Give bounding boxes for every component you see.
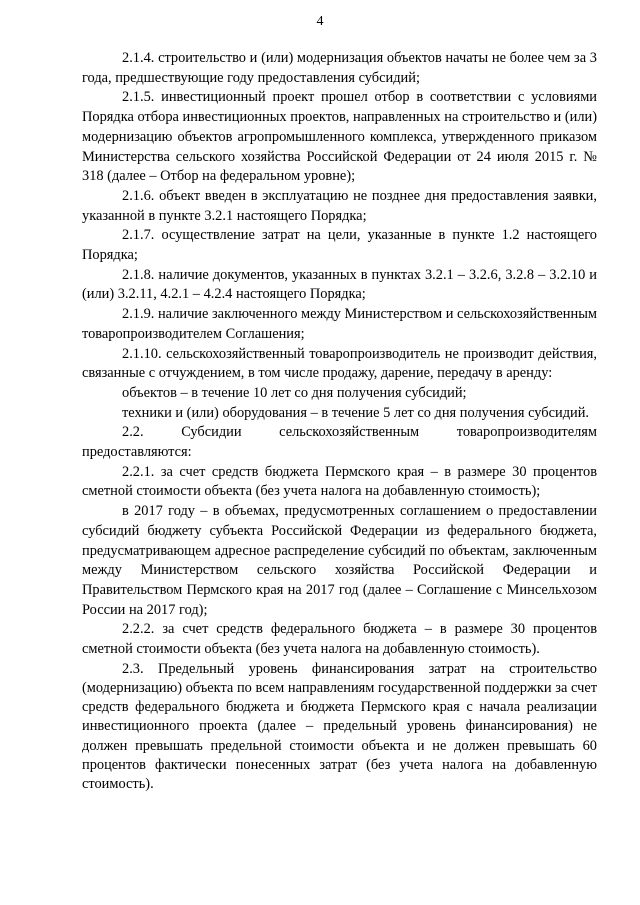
clause-2-1-4: 2.1.4. строительство и (или) модернизация объектов начаты не более чем за 3 года, предшествующие году предоставления субсидий; [82, 50, 597, 86]
clause-2-1-6: 2.1.6. объект введен в эксплуатацию не позднее дня предоставления заявки, указанной в пункте 3.2.1 настоящего Порядка; [82, 187, 597, 224]
clause-2-3: 2.3. Предельный уровень финансирования затрат на строительство (модернизацию) объекта по всем направлениям государственной поддержки за счет средств федерального бюджета и бюджета Пермского края с начала реализации инвестиционного проекта (далее – предельный уровень финансирования) не должен превышать предельной стоимости объекта и не должен превышать 60 процентов фактически понесенных затрат (без учета налога на добавленную стоимость). [82, 660, 597, 793]
page-number: 4 [316, 14, 324, 29]
clause-2-1-10: 2.1.10. сельскохозяйственный товаропроизводитель не производит действия, связанные с отчуждением, в том числе продажу, дарение, передачу в аренду: [82, 345, 597, 382]
clause-2-1-10-equipment: техники и (или) оборудования – в течение 5 лет со дня получения субсидий. [122, 404, 590, 421]
clause-2-2-1: 2.2.1. за счет средств бюджета Пермского края – в размере 30 процентов сметной стоимости объекта (без учета налога на добавленную стоимость); [82, 463, 597, 500]
clause-2-1-10-objects: объектов – в течение 10 лет со дня получения субсидий; [122, 384, 467, 401]
document-body [82, 49, 597, 794]
clause-2-1-9: 2.1.9. наличие заключенного между Министерством и сельскохозяйственным товаропроизводителем Соглашения; [82, 306, 597, 342]
clause-2-1-5: 2.1.5. инвестиционный проект прошел отбор в соответствии с условиями Порядка отбора инвестиционных проектов, направленных на строительство и (или) модернизацию объектов агропромышленного комплекса, утвержденного приказом Министерства сельского хозяйства Российской Федерации от 24 июля 2015 г. № 318 (далее – Отбор на федеральном уровне); [82, 89, 597, 185]
clause-2-2-2: 2.2.2. за счет средств федерального бюджета – в размере 30 процентов сметной стоимости объекта (без учета налога на добавленную стоимость). [82, 621, 597, 658]
clause-2-2: 2.2. Субсидии сельскохозяйственным товаропроизводителям предоставляются: [82, 424, 597, 461]
clause-2-1-7: 2.1.7. осуществление затрат на цели, указанные в пункте 1.2 настоящего Порядка; [82, 227, 597, 264]
clause-2-1-8: 2.1.8. наличие документов, указанных в пунктах 3.2.1 – 3.2.6, 3.2.8 – 3.2.10 и (или) 3.2.11, 4.2.1 – 4.2.4 настоящего Порядка; [82, 266, 597, 303]
clause-2-2-1-2017: в 2017 году – в объемах, предусмотренных соглашением о предоставлении субсидий бюджету субъекта Российской Федерации из федерального бюджета, предусматривающем адресное распределение субсидий по объектам, заключенным между Министерством сельского хозяйства Российской Федерации и Правительством Пермского края на 2017 год (далее – Соглашение с Минсельхозом России на 2017 год); [82, 503, 597, 618]
